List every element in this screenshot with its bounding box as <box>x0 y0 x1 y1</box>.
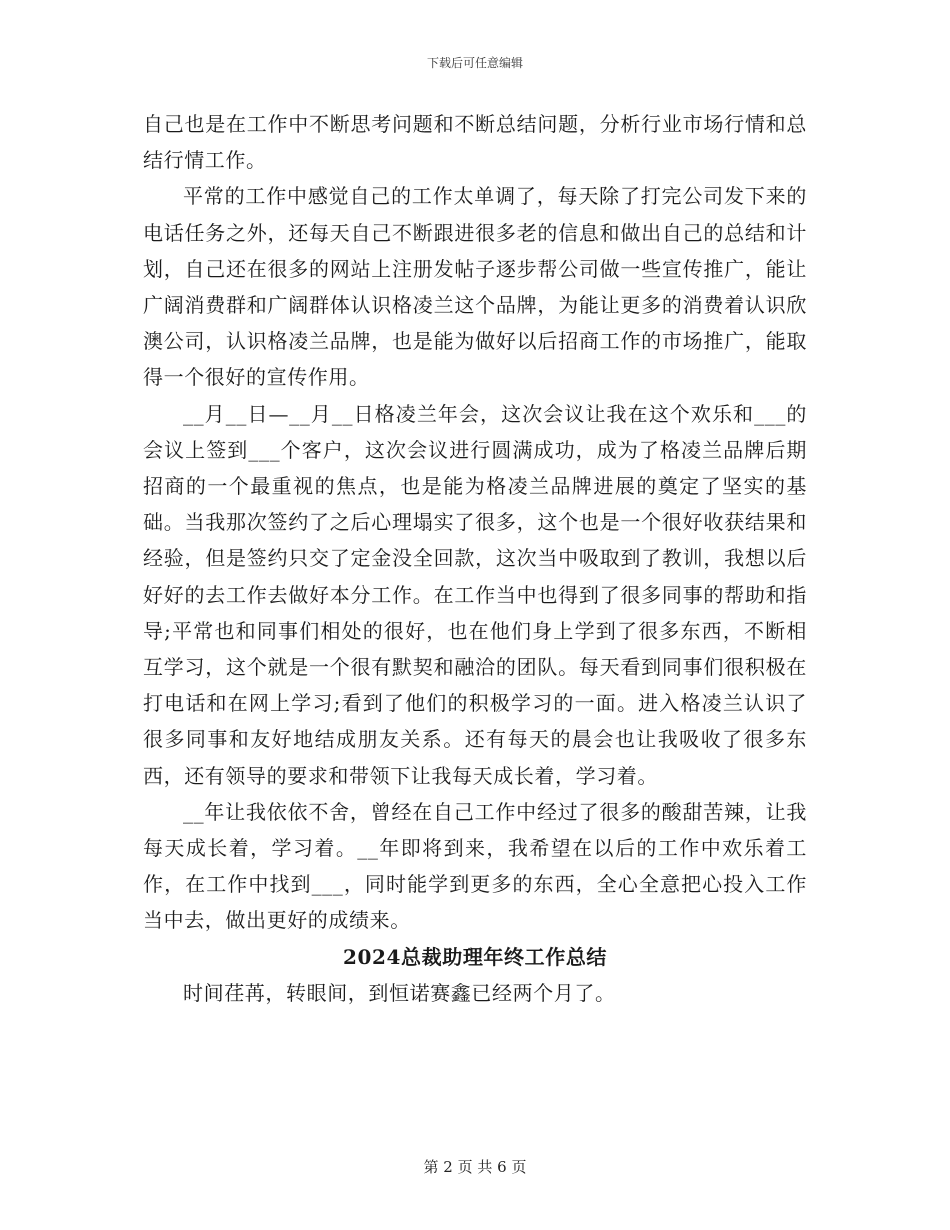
paragraph-1: 自己也是在工作中不断思考问题和不断总结问题，分析行业市场行情和总结行情工作。 <box>143 112 807 173</box>
page-header-note: 下载后可任意编辑 <box>426 56 523 70</box>
paragraph-4: __年让我依依不舍，曾经在自己工作中经过了很多的酸甜苦辣，让我每天成长着，学习着。__年即将到来，我希望在以后的工作中欢乐着工作，在工作中找到___，同时能学到更多的东西，全心全意把心投入工作当中去，做出更好的成绩来。 <box>143 799 807 933</box>
paragraph-3: __月__日—__月__日格凌兰年会，这次会议让我在这个欢乐和___的会议上签到___个客户，这次会议进行圆满成功，成为了格凌兰品牌后期招商的一个最重视的焦点，也是能为格凌兰品牌进展的奠定了坚实的基础。当我那次签约了之后心理塌实了很多，这个也是一个很好收获结果和经验，但是签约只交了定金没全回款，这次当中吸取到了教训，我想以后好好的去工作去做好本分工作。在工作当中也得到了很多同事的帮助和指导;平常也和同事们相处的很好，也在他们身上学到了很多东西，不断相互学习，这个就是一个很有默契和融洽的团队。每天看到同事们很积极在打电话和在网上学习;看到了他们的积极学习的一面。进入格凌兰认识了很多同事和友好地结成朋友关系。还有每天的晨会也让我吸收了很多东西，还有领导的要求和带领下让我每天成长着，学习着。 <box>143 401 807 788</box>
paragraph-2: 平常的工作中感觉自己的工作太单调了，每天除了打完公司发下来的电话任务之外，还每天自己不断跟进很多老的信息和做出自己的总结和计划，自己还在很多的网站上注册发帖子逐步帮公司做一些宣传推广，能让广阔消费群和广阔群体认识格凌兰这个品牌，为能让更多的消费着认识欣澳公司，认识格凌兰品牌，也是能为做好以后招商工作的市场推广，能取得一个很好的宣传作用。 <box>143 184 807 390</box>
section-title: 2024总裁助理年终工作总结 <box>342 944 608 969</box>
document-body <box>143 106 807 1011</box>
page-number: 第 2 页 共 6 页 <box>423 1158 527 1176</box>
closing-paragraph: 时间荏苒，转眼间，到恒诺赛鑫已经两个月了。 <box>183 980 616 1005</box>
